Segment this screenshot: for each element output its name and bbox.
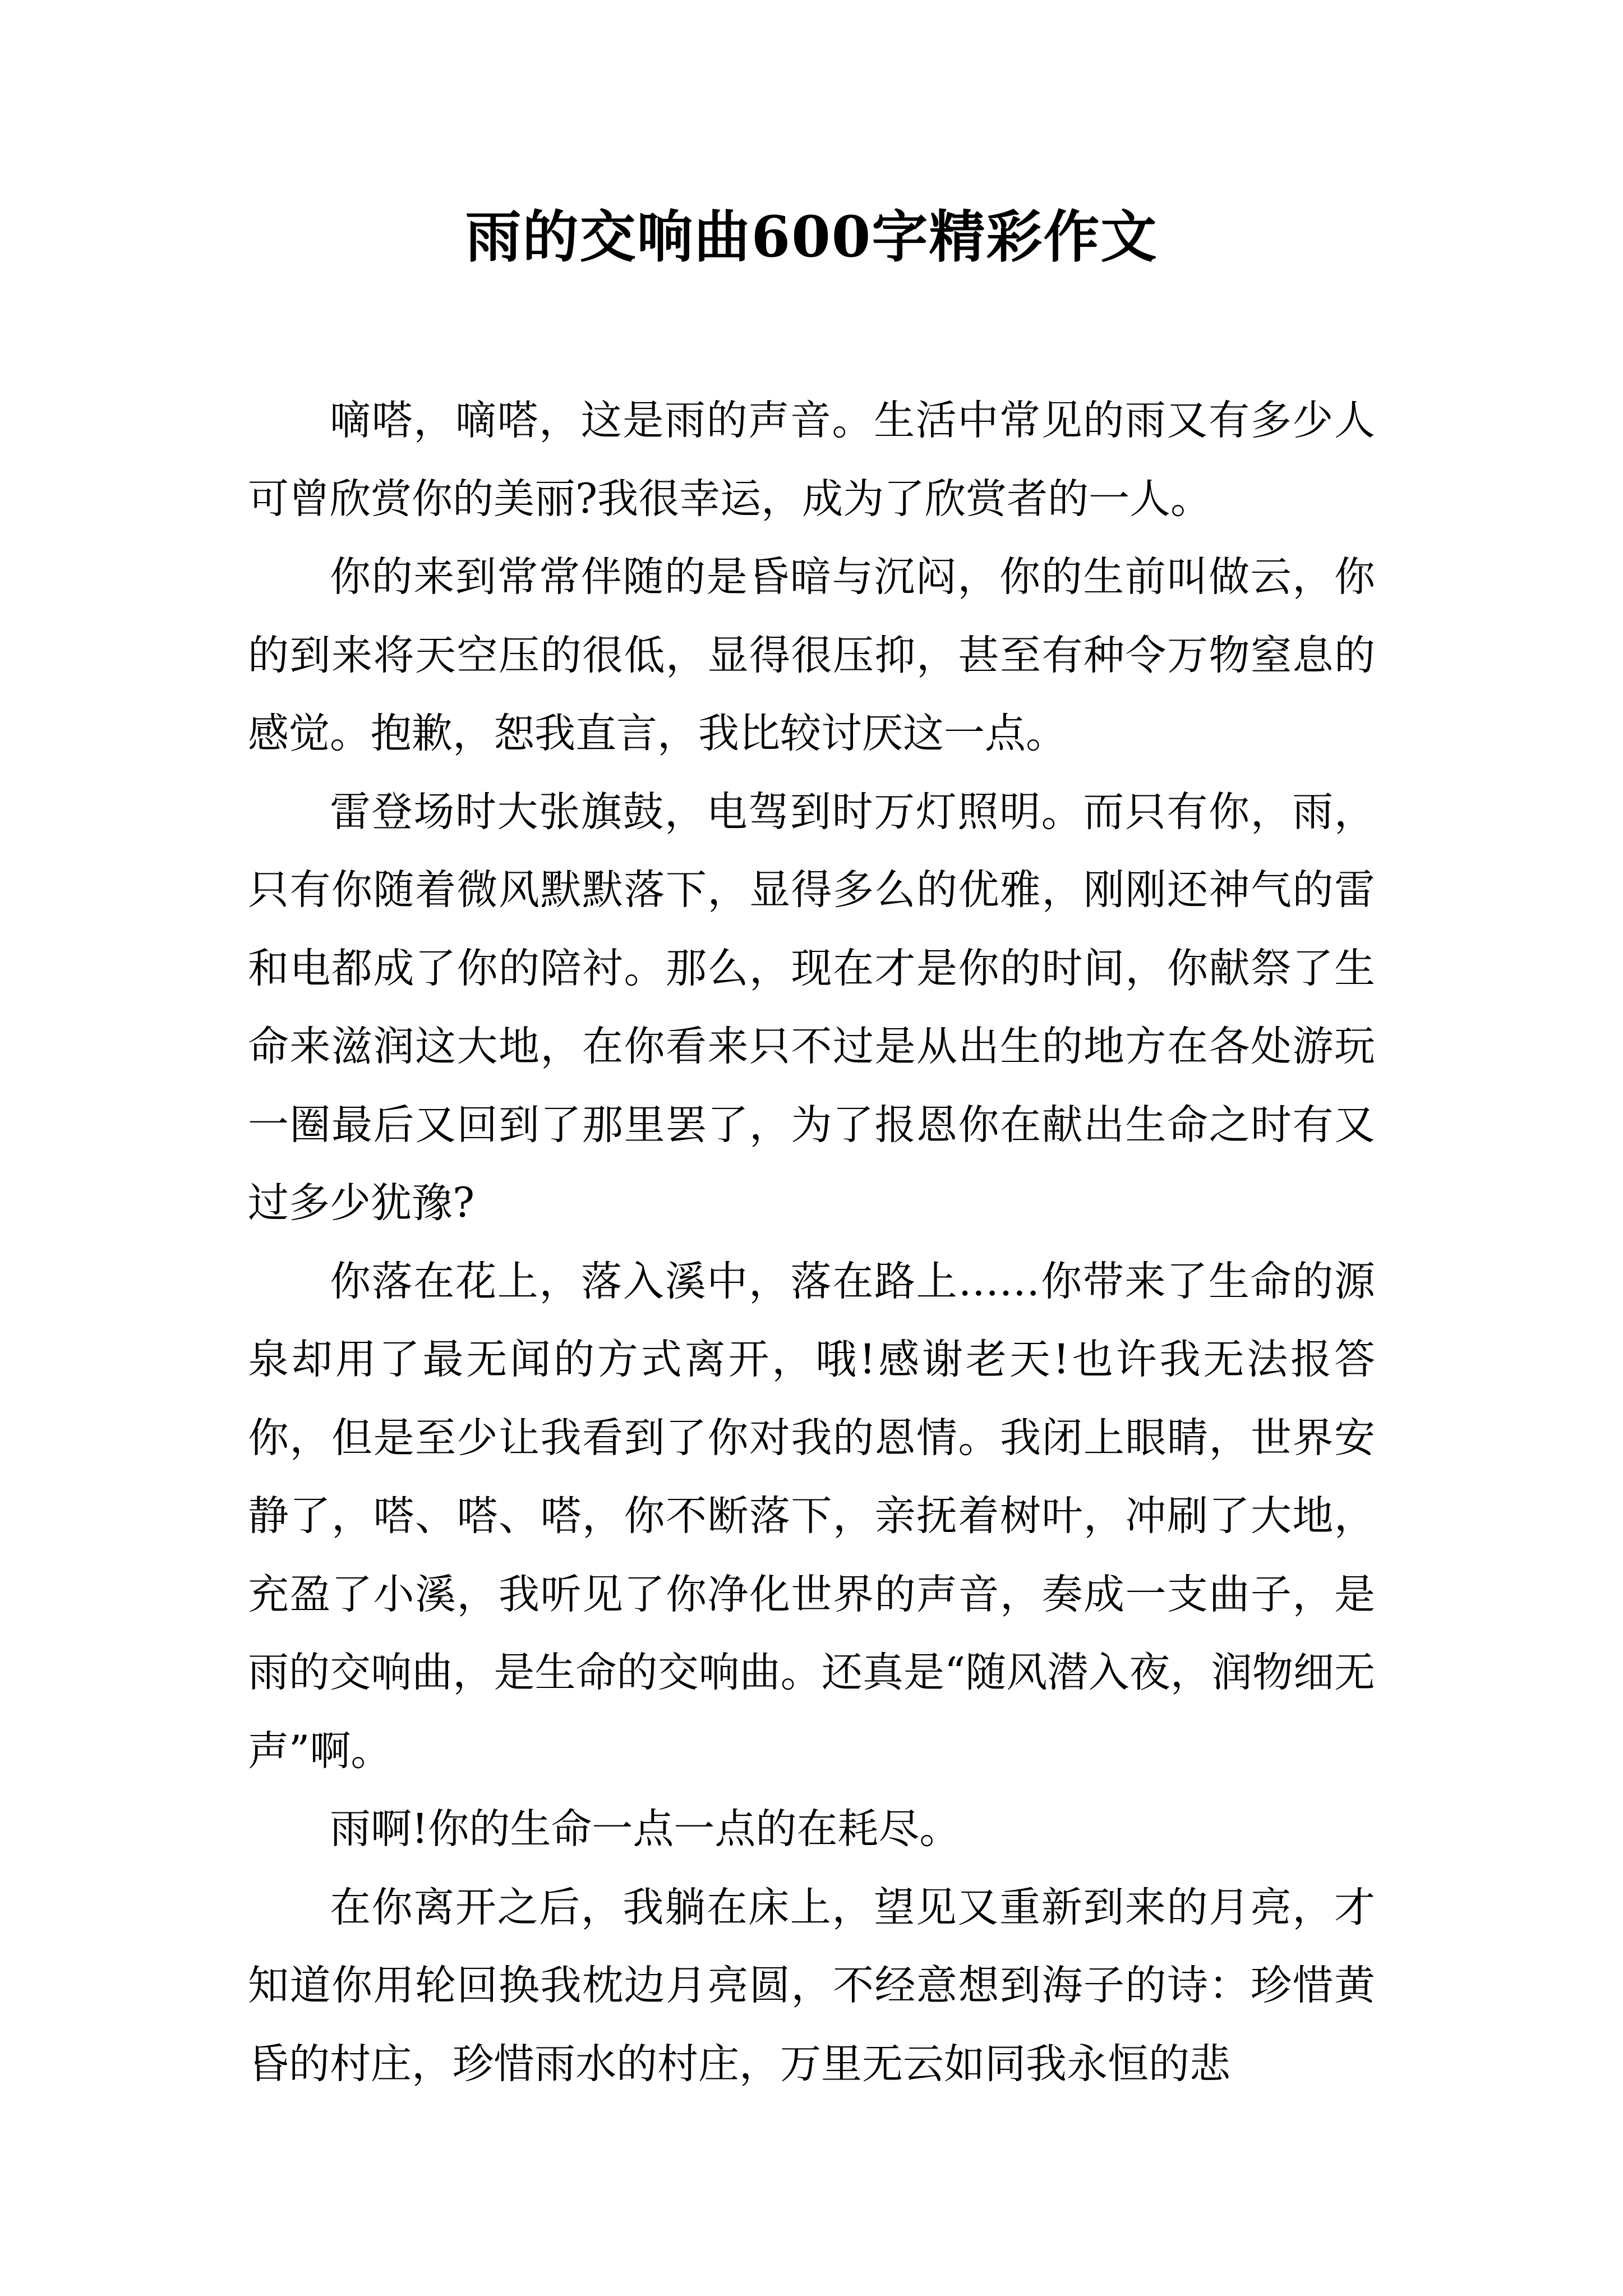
paragraph-4: 你落在花上，落入溪中，落在路上……你带来了生命的源泉却用了最无闻的方式离开，哦!感谢老天!也许我无法报答你，但是至少让我看到了你对我的恩情。我闭上眼睛，世界安静了，嗒、嗒、嗒，你不断落下，亲抚着树叶，冲刷了大地，充盈了小溪，我听见了你净化世界的声音，奏成一支曲子，是雨的交响曲，是生命的交响曲。还真是“随风潜入夜，润物细无声”啊。: [248, 1257, 1375, 1775]
paragraph-2: 你的来到常常伴随的是昏暗与沉闷，你的生前叫做云，你的到来将天空压的很低，显得很压抑，甚至有种令万物窒息的感觉。抱歉，恕我直言，我比较讨厌这一点。: [248, 553, 1375, 757]
paragraph-6: 在你离开之后，我躺在床上，望见又重新到来的月亮，才知道你用轮回换我枕边月亮圆，不经意想到海子的诗：珍惜黄昏的村庄，珍惜雨水的村庄，万里无云如同我永恒的悲: [248, 1883, 1375, 2088]
document-body: [248, 381, 1375, 2103]
paragraph-1: 嘀嗒，嘀嗒，这是雨的声音。生活中常见的雨又有多少人可曾欣赏你的美丽?我很幸运，成为了欣赏者的一人。: [248, 397, 1375, 523]
paragraph-5: 雨啊!你的生命一点一点的在耗尽。: [330, 1805, 961, 1853]
paragraph-3: 雷登场时大张旗鼓，电驾到时万灯照明。而只有你，雨，只有你随着微风默默落下，显得多么的优雅，刚刚还神气的雷和电都成了你的陪衬。那么，现在才是你的时间，你献祭了生命来滋润这大地，在你看来只不过是从出生的地方在各处游玩一圈最后又回到了那里罢了，为了报恩你在献出生命之时有又过多少犹豫?: [248, 788, 1375, 1227]
document-title: 雨的交响曲600字精彩作文: [465, 204, 1158, 270]
